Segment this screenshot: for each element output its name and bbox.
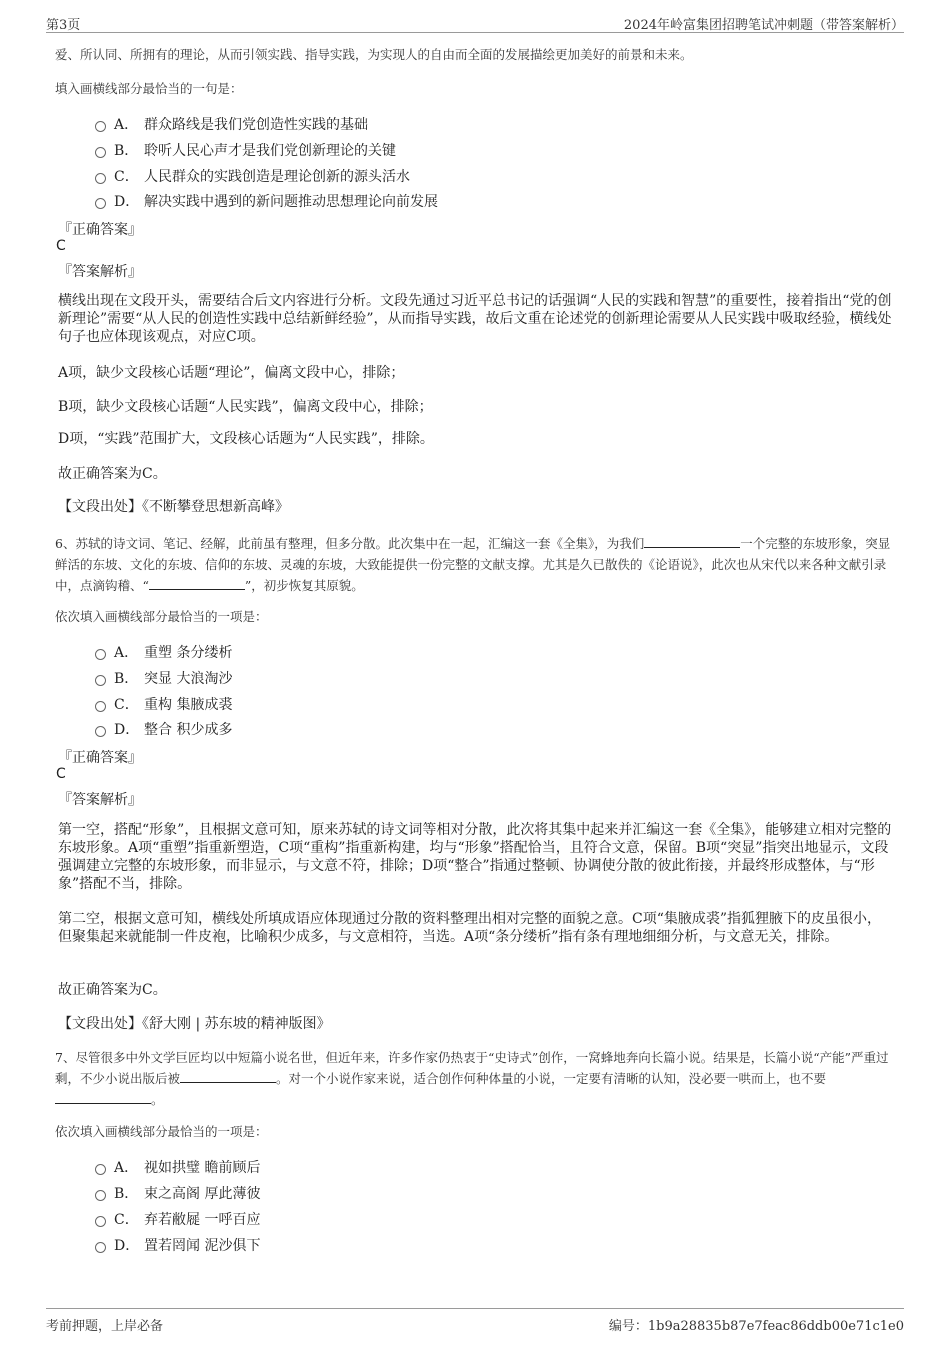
q5-prompt: 填入画横线部分最恰当的一句是： — [55, 81, 243, 96]
q5-analysis-para: D项，“实践”范围扩大，文段核心话题为“人民实践”，排除。 — [58, 431, 434, 447]
q5-option-c[interactable]: C． 人民群众的实践创造是理论创新的源头活水 — [95, 166, 410, 186]
radio-icon[interactable] — [95, 675, 106, 686]
q6-stem: 6、苏轼的诗文词、笔记、经解，此前虽有整理，但多分散。此次集中在一起，汇编这一套《全集》，为我们 一个完整的东坡形象，突显鲜活的东坡、文化的东坡、信仰的东坡、灵魂的东坡，大致能提供一份完整的文献支撑。尤其是久已散佚的《论语说》，此次也从宋代以来各种文献引录中，点滴钩稽、“ ”，初步恢复其原貌。 — [55, 536, 891, 593]
footer-slogan: 考前押题，上岸必备 — [46, 1319, 164, 1334]
q5-option-b[interactable]: B． 聆听人民心声才是我们党创新理论的关键 — [95, 140, 396, 160]
q6-prompt: 依次填入画横线部分最恰当的一项是： — [55, 609, 268, 624]
q5-analysis-para: 横线出现在文段开头，需要结合后文内容进行分析。文段先通过习近平总书记的话强调“人民的实践和智慧”的重要性，接着指出“党的创新理论”需要“从人民的创造性实践中总结新鲜经验”，从而指导实践，故后文重在论述党的创新理论需要从人民实践中吸取经验，横线处句子也应体现该观点，对应C项。 — [58, 293, 892, 345]
q5-conclusion: 故正确答案为C。 — [58, 466, 167, 482]
radio-icon[interactable] — [95, 726, 106, 737]
q5-stem-tail: 爱、所认同、所拥有的理论，从而引领实践、指导实践，为实现人的自由而全面的发展描绘更加美好的前景和未来。 — [55, 47, 693, 62]
answer-blank — [55, 1091, 151, 1104]
q7-option-b[interactable]: B． 束之高阁 厚此薄彼 — [95, 1183, 260, 1203]
q5-analysis-para: A项，缺少文段核心话题“理论”，偏离文段中心，排除； — [58, 365, 405, 381]
answer-blank — [180, 1070, 276, 1083]
q6-answer: C — [56, 766, 66, 782]
radio-icon[interactable] — [95, 147, 106, 158]
radio-icon[interactable] — [95, 701, 106, 712]
q6-option-d[interactable]: D． 整合 积少成多 — [95, 719, 232, 739]
page-footer — [46, 1308, 904, 1335]
radio-icon[interactable] — [95, 121, 106, 132]
document-title: 2024年岭富集团招聘笔试冲刺题（带答案解析） — [623, 18, 904, 33]
q6-analysis-para: 第一空，搭配“形象”，且根据文意可知，原来苏轼的诗文词等相对分散，此次将其集中起来并汇编这一套《全集》，能够建立相对完整的东坡形象。A项“重塑”指重新塑造，C项“重构”指重新构建，均与“形象”搭配恰当，且符合文意，保留。B项“突显”指突出地显示，文段强调建立完整的东坡形象，而非显示，与文意不符，排除；D项“整合”指通过整顿、协调使分散的彼此衔接，并最终形成整体，与“形象”搭配不当，排除。 — [58, 822, 892, 892]
q6-analysis-para: 第二空，根据文意可知，横线处所填成语应体现通过分散的资料整理出相对完整的面貌之意。C项“集腋成裘”指狐狸腋下的皮虽很小，但聚集起来就能制一件皮袍，比喻积少成多，与文意相符，当选。A项“条分缕析”指有条有理地细细分析，与文意无关，排除。 — [58, 911, 882, 945]
q6-option-a[interactable]: A． 重塑 条分缕析 — [95, 642, 232, 662]
q7-stem: 7、尽管很多中外文学巨匠均以中短篇小说名世，但近年来，许多作家仍热衷于“史诗式”创作，一窝蜂地奔向长篇小说。结果是，长篇小说“产能”严重过剩，不少小说出版后被 。对一个小说作家来说，适合创作何种体量的小说，一定要有清晰的认知，没必要一哄而上，也不要。 — [55, 1050, 889, 1107]
page-header — [46, 12, 904, 33]
radio-icon[interactable] — [95, 1164, 106, 1175]
q7-prompt: 依次填入画横线部分最恰当的一项是： — [55, 1124, 268, 1139]
q7-option-c[interactable]: C． 弃若敝屣 一呼百应 — [95, 1209, 260, 1229]
q5-option-d[interactable]: D． 解决实践中遇到的新问题推动思想理论向前发展 — [95, 191, 438, 211]
answer-blank — [149, 577, 245, 590]
q5-source: 【文段出处】《不断攀登思想新高峰》 — [58, 499, 289, 515]
radio-icon[interactable] — [95, 649, 106, 660]
radio-icon[interactable] — [95, 198, 106, 209]
radio-icon[interactable] — [95, 1190, 106, 1201]
answer-blank — [644, 535, 740, 548]
q6-option-c[interactable]: C． 重构 集腋成裘 — [95, 694, 232, 714]
q6-analysis-label: 『答案解析』 — [58, 792, 142, 808]
q5-analysis-label: 『答案解析』 — [58, 264, 142, 280]
q5-analysis-para: B项，缺少文段核心话题“人民实践”，偏离文段中心，排除； — [58, 399, 433, 415]
q6-answer-label: 『正确答案』 — [58, 750, 142, 766]
q5-answer: C — [56, 238, 66, 254]
radio-icon[interactable] — [95, 1216, 106, 1227]
q5-option-a[interactable]: A． 群众路线是我们党创造性实践的基础 — [95, 114, 368, 134]
q5-answer-label: 『正确答案』 — [58, 222, 142, 238]
radio-icon[interactable] — [95, 173, 106, 184]
document-id: 编号：1b9a28835b87e7feac86ddb00e71c1e0 — [608, 1319, 904, 1334]
radio-icon[interactable] — [95, 1242, 106, 1253]
q6-conclusion: 故正确答案为C。 — [58, 982, 167, 998]
q6-source: 【文段出处】《舒大刚 | 苏东坡的精神版图》 — [58, 1016, 331, 1032]
q7-option-a[interactable]: A． 视如拱璧 瞻前顾后 — [95, 1157, 260, 1177]
page-number: 第3页 — [46, 18, 81, 33]
q7-option-d[interactable]: D． 置若罔闻 泥沙俱下 — [95, 1235, 260, 1255]
q6-option-b[interactable]: B． 突显 大浪淘沙 — [95, 668, 232, 688]
